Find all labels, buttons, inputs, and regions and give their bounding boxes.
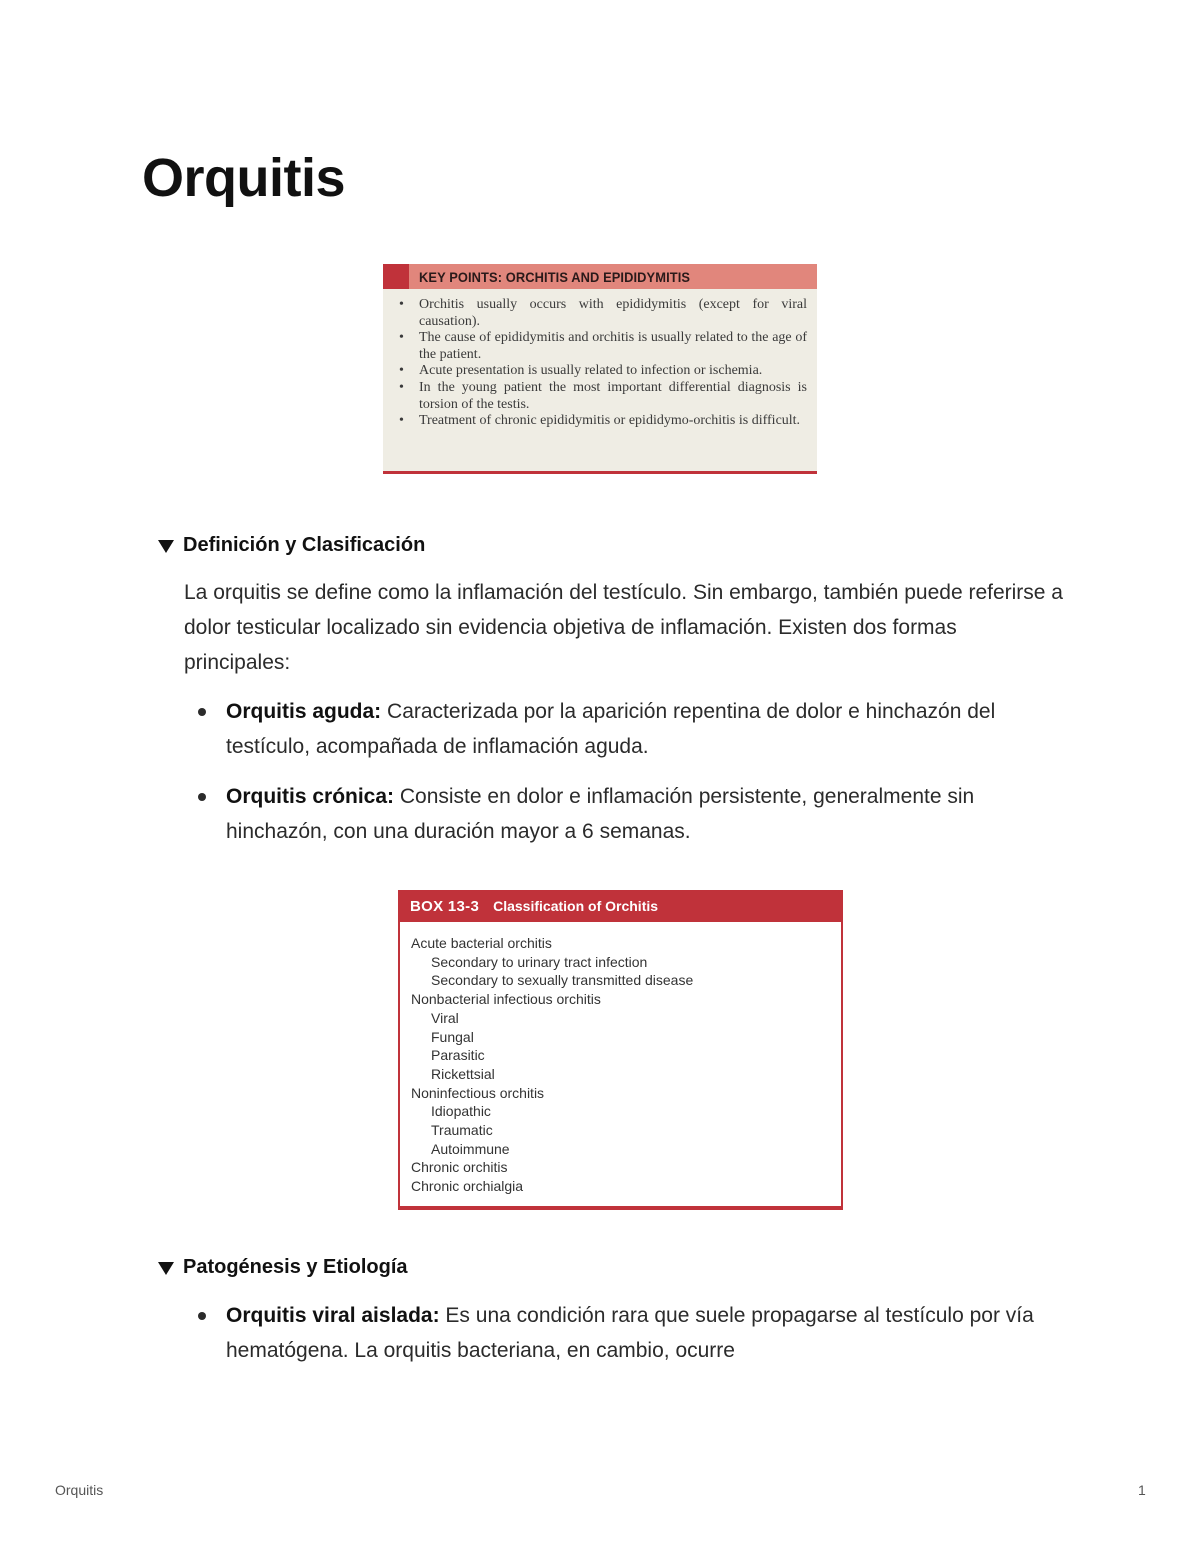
classification-item: Viral bbox=[431, 1009, 459, 1026]
key-point-item: • In the young patient the most important differential diagnosis is torsion of the testis. bbox=[419, 380, 807, 413]
key-point-item: • Acute presentation is usually related to infection or ischemia. bbox=[419, 363, 807, 380]
key-point-item: • The cause of epididymitis and orchitis is usually related to the age of the patient. bbox=[419, 330, 807, 363]
definicion-bullets bbox=[184, 694, 1044, 849]
classification-item: Parasitic bbox=[431, 1047, 485, 1064]
classification-item: Chronic orchialgia bbox=[411, 1178, 524, 1195]
key-points-title: KEY POINTS: ORCHITIS AND EPIDIDYMITIS bbox=[419, 269, 691, 285]
toggle-patogenesis[interactable] bbox=[158, 1253, 408, 1281]
list-item bbox=[184, 1298, 1044, 1368]
classification-item: Traumatic bbox=[431, 1122, 493, 1139]
key-point-item: • Orchitis usually occurs with epididymitis (except for viral causation). bbox=[419, 297, 807, 330]
classification-item: Secondary to sexually transmitted disease bbox=[431, 972, 694, 989]
classification-item: Autoimmune bbox=[431, 1140, 510, 1157]
bullet-term: Orquitis viral aislada: bbox=[226, 1304, 440, 1327]
classification-box bbox=[398, 890, 843, 1210]
patogenesis-bullets bbox=[184, 1298, 1044, 1368]
classification-item: Rickettsial bbox=[431, 1065, 495, 1082]
toggle-definicion[interactable] bbox=[158, 531, 425, 559]
triangle-down-icon[interactable] bbox=[158, 1262, 174, 1275]
toggle-patogenesis-label: Patogénesis y Etiología bbox=[183, 1256, 408, 1278]
definicion-paragraph: La orquitis se define como la inflamación del testículo. Sin embargo, también puede referirse a dolor testicular localizado sin evidencia objetiva de inflamación. Existen dos formas principales: bbox=[184, 581, 1063, 674]
footer-doc-name: Orquitis bbox=[55, 1482, 104, 1498]
classification-item: Nonbacterial infectious orchitis bbox=[411, 991, 601, 1008]
page-title: Orquitis bbox=[142, 148, 346, 208]
key-points-header bbox=[383, 264, 817, 289]
classification-header bbox=[400, 890, 841, 922]
bullet-term: Orquitis crónica: bbox=[226, 785, 395, 808]
classification-item: Idiopathic bbox=[431, 1103, 491, 1120]
box-title: Classification of Orchitis bbox=[493, 898, 659, 914]
classification-item: Acute bacterial orchitis bbox=[411, 935, 552, 951]
list-item bbox=[184, 694, 1044, 764]
box-number: BOX 13-3 bbox=[410, 897, 480, 915]
key-points-list bbox=[383, 289, 817, 430]
bullet-term: Orquitis aguda: bbox=[226, 700, 382, 723]
key-point-item: • Treatment of chronic epididymitis or epididymo-orchitis is difficult. bbox=[419, 413, 807, 430]
bullet-text: Consiste en dolor e inflamación persistente, generalmente sin hinchazón, con una duración mayor a 6 semanas. bbox=[226, 785, 975, 843]
classification-item: Noninfectious orchitis bbox=[411, 1084, 545, 1101]
toggle-definicion-label: Definición y Clasificación bbox=[183, 534, 426, 556]
key-points-box bbox=[383, 264, 817, 474]
classification-item: Chronic orchitis bbox=[411, 1159, 508, 1176]
list-item bbox=[184, 779, 1044, 849]
footer-page-number: 1 bbox=[1138, 1482, 1146, 1498]
classification-list bbox=[400, 922, 841, 1196]
triangle-down-icon[interactable] bbox=[158, 540, 174, 553]
bullet-text: Caracterizada por la aparición repentina de dolor e hinchazón del testículo, acompañada de inflamación aguda. bbox=[226, 700, 996, 758]
classification-item: Secondary to urinary tract infection bbox=[431, 953, 648, 970]
bullet-text: Es una condición rara que suele propagarse al testículo por vía hematógena. La orquitis bacteriana, en cambio, ocurre bbox=[226, 1304, 1034, 1362]
classification-item: Fungal bbox=[431, 1028, 474, 1045]
